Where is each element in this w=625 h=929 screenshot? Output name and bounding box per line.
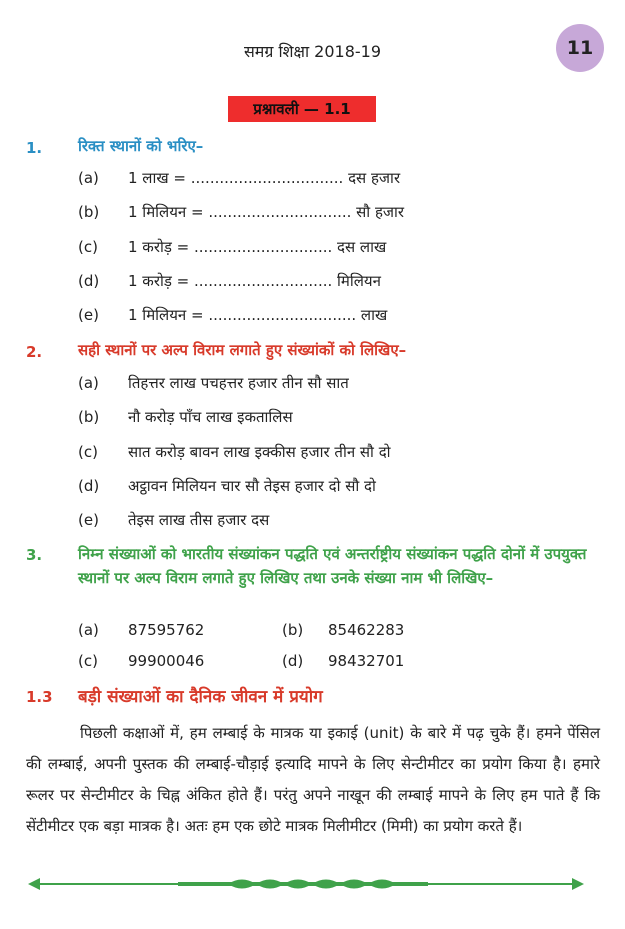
q3-item-a: [78, 621, 204, 639]
item-value: 98432701: [328, 652, 405, 670]
decorative-divider: [28, 873, 584, 895]
q1-item-b: [78, 202, 404, 222]
q1-item-a: [78, 168, 400, 188]
exercise-title: प्रश्नावली — 1.1: [228, 96, 376, 122]
item-value: 99900046: [128, 652, 205, 670]
question-1-text: रिक्त स्थानों को भरिए–: [78, 137, 204, 155]
item-text: तिहत्तर लाख पचहत्तर हजार तीन सौ सात: [128, 374, 349, 392]
item-label: (b): [282, 621, 304, 639]
item-text: तेइस लाख तीस हजार दस: [128, 511, 270, 529]
item-text: अट्ठावन मिलियन चार सौ तेइस हजार दो सौ दो: [128, 477, 376, 495]
item-label: (b): [78, 203, 100, 221]
item-label: (d): [282, 652, 304, 670]
question-1-number: 1.: [26, 139, 43, 157]
item-text: 1 करोड़ = ............................. दस लाख: [128, 238, 387, 256]
item-text: 1 लाख = ................................ दस हजार: [128, 169, 401, 187]
page-number-badge: 11: [556, 24, 604, 72]
q1-item-e: [78, 305, 387, 325]
item-label: (c): [78, 238, 98, 256]
q2-item-c: [78, 442, 391, 462]
item-text: 1 करोड़ = ............................. मिलियन: [128, 272, 381, 290]
item-value: 87595762: [128, 621, 205, 639]
q2-item-a: [78, 373, 349, 393]
question-3-text: निम्न संख्याओं को भारतीय संख्यांकन पद्धति एवं अन्तर्राष्ट्रीय संख्यांकन पद्धति दोनों में उपयुक्त स्थानों पर अल्प विराम लगाते हुए लिखिए तथा उनके संख्या नाम भी लिखिए–: [78, 545, 587, 587]
item-text: 1 मिलियन = ............................... लाख: [128, 306, 388, 324]
question-2-text: सही स्थानों पर अल्प विराम लगाते हुए संख्यांकों को लिखिए–: [78, 341, 407, 359]
section-title: बड़ी संख्याओं का दैनिक जीवन में प्रयोग: [78, 687, 323, 707]
q2-item-d: [78, 476, 376, 496]
item-label: (a): [78, 374, 99, 392]
item-label: (c): [78, 443, 98, 461]
item-label: (b): [78, 408, 100, 426]
q3-item-c: [78, 652, 204, 670]
item-label: (a): [78, 169, 99, 187]
q3-item-d: [282, 652, 404, 670]
q2-item-e: [78, 510, 269, 530]
item-label: (a): [78, 621, 99, 639]
item-label: (e): [78, 306, 99, 324]
item-label: (d): [78, 272, 100, 290]
section-paragraph: पिछली कक्षाओं में, हम लम्बाई के मात्रक या इकाई (unit) के बारे में पढ़ चुके हैं। हमने पेंसिल की लम्बाई, अपनी पुस्तक की लम्बाई-चौड़ाई इत्यादि मापने के लिए सेन्टीमीटर का प्रयोग किया है। हमारे रूलर पर सेन्टीमीटर के चिह्न अंकित होते हैं। परंतु अपने नाखून की लम्बाई मापने के लिए हम पाते हैं कि सेंटीमीटर एक बड़ा मात्रक है। अतः हम एक छोटे मात्रक मिलीमीटर (मिमी) का प्रयोग करते हैं।: [26, 724, 600, 835]
item-text: सात करोड़ बावन लाख इक्कीस हजार तीन सौ दो: [128, 443, 391, 461]
item-label: (d): [78, 477, 100, 495]
q1-item-c: [78, 237, 386, 257]
item-label: (c): [78, 652, 98, 670]
q2-item-b: [78, 407, 293, 427]
item-text: 1 मिलियन = .............................. सौ हजार: [128, 203, 405, 221]
question-3-number: 3.: [26, 546, 43, 564]
q1-item-d: [78, 271, 381, 291]
item-value: 85462283: [328, 621, 405, 639]
item-label: (e): [78, 511, 99, 529]
q3-item-b: [282, 621, 404, 639]
question-2-number: 2.: [26, 343, 43, 361]
section-number: 1.3: [26, 688, 53, 706]
item-text: नौ करोड़ पाँच लाख इकतालिस: [128, 408, 293, 426]
running-header: समग्र शिक्षा 2018-19: [243, 42, 382, 61]
